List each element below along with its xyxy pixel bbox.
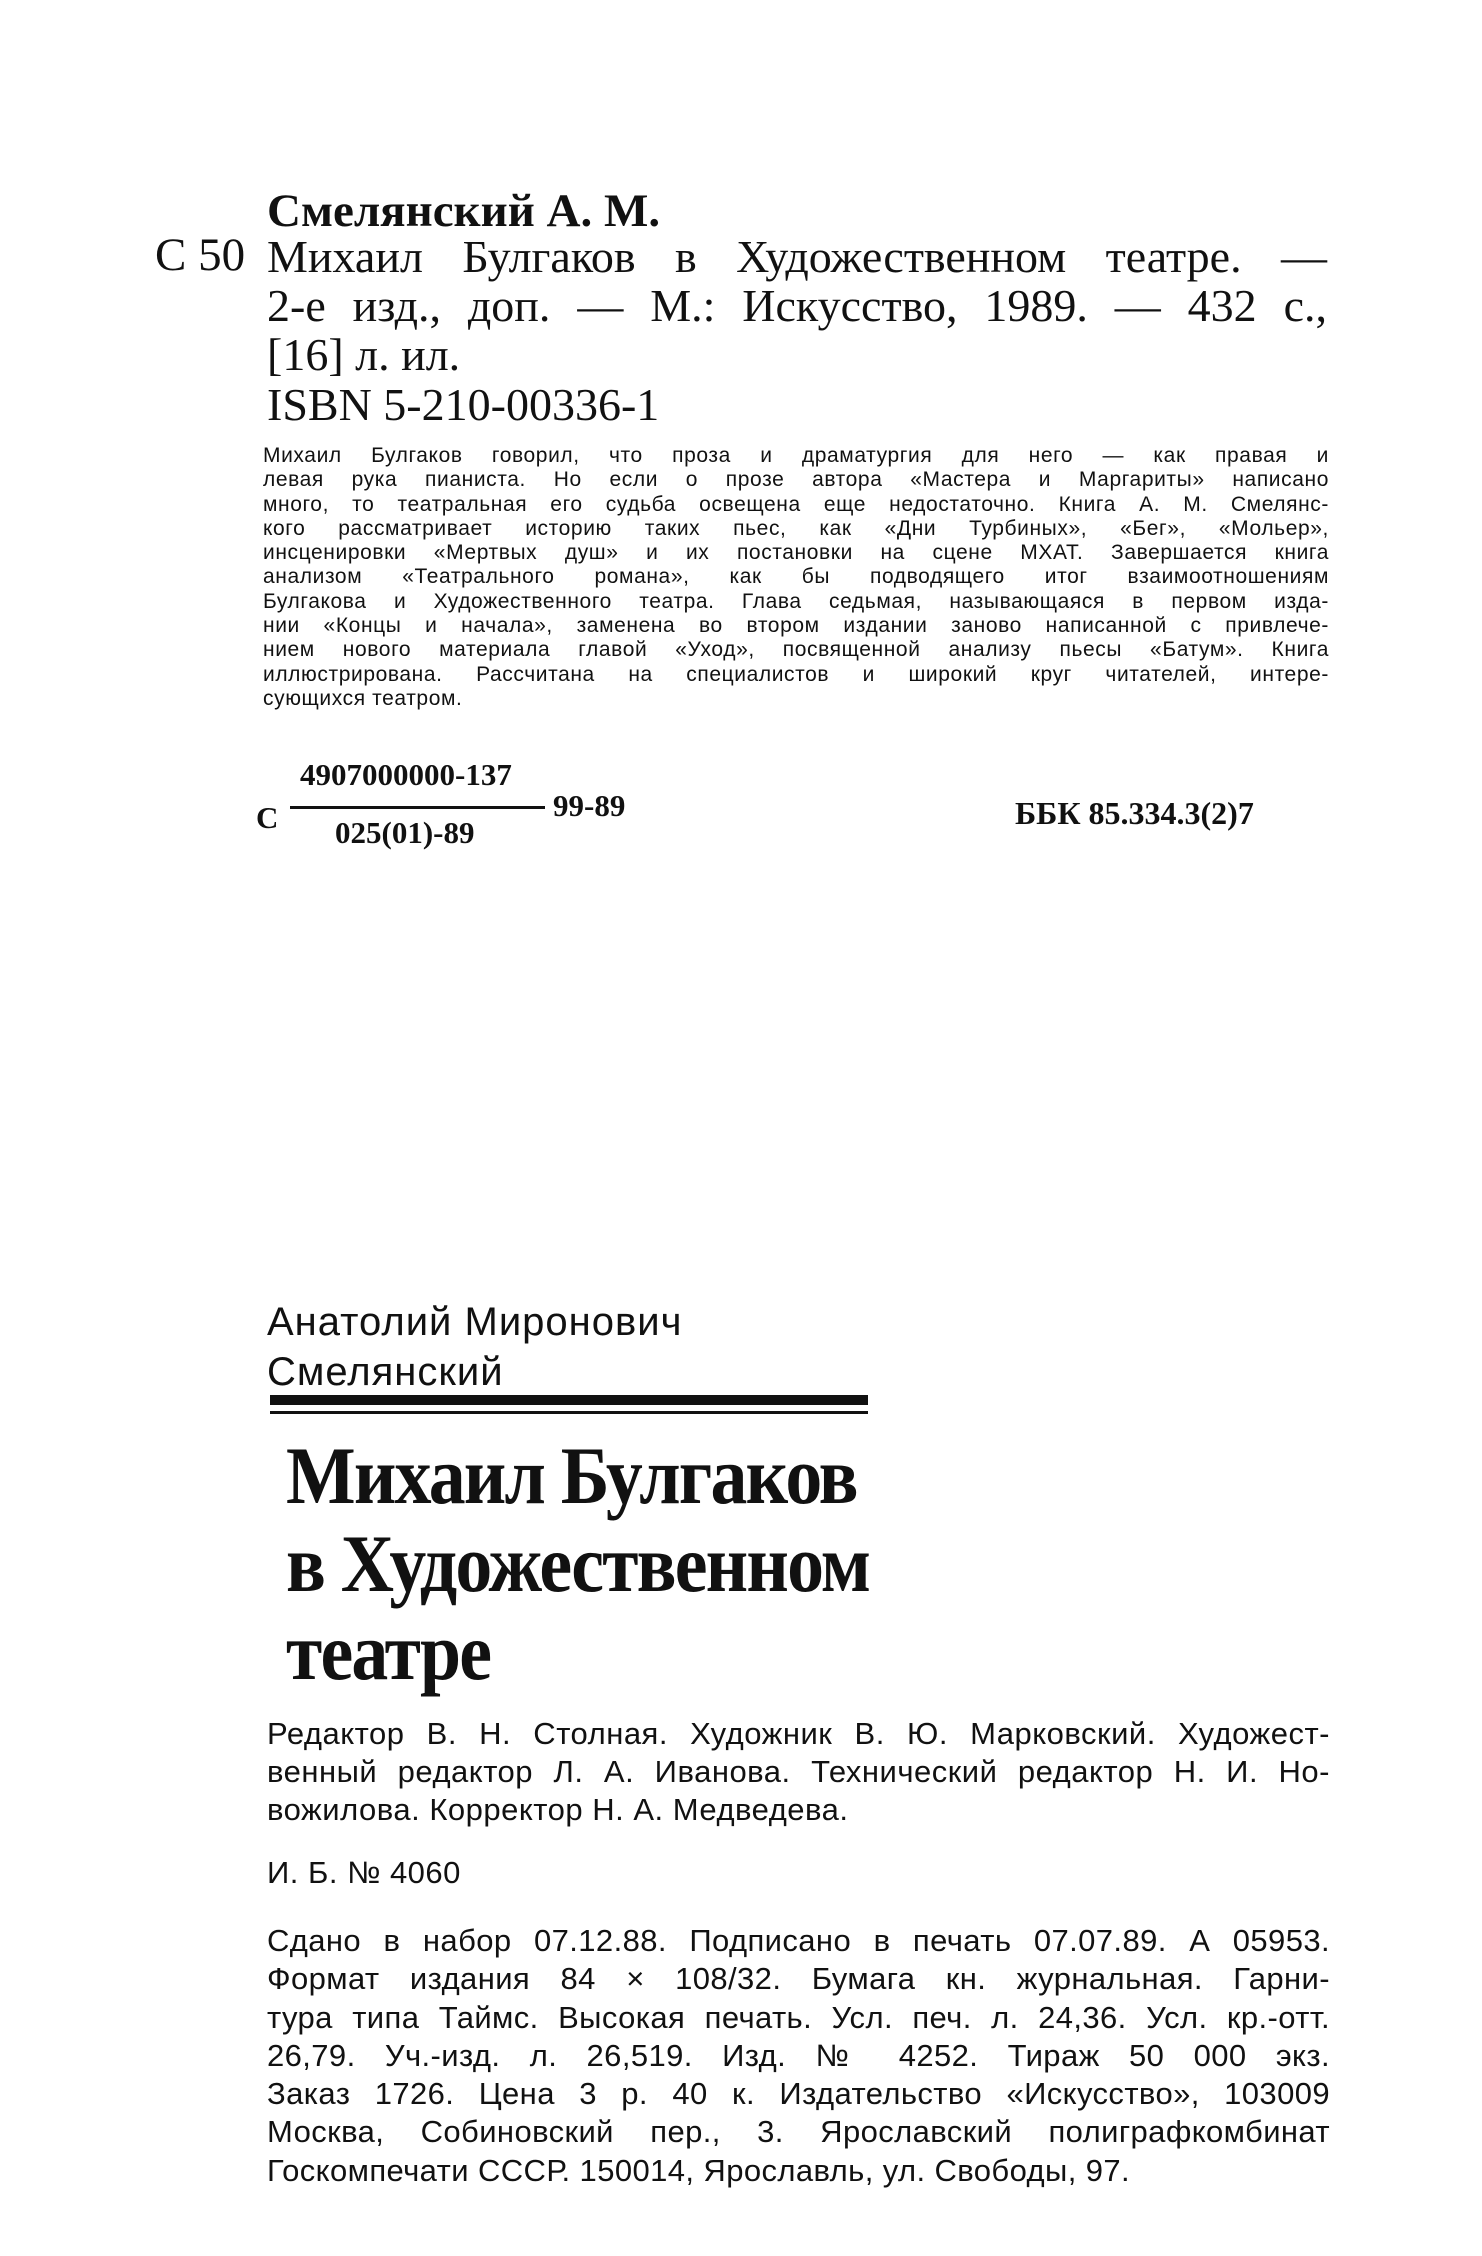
annotation-line: Булгакова и Художественного театра. Глава седьмая, называющаяся в первом изда-	[263, 589, 1329, 613]
book-title	[286, 1432, 869, 1696]
book-title-line: Михаил Булгаков	[286, 1430, 857, 1521]
author-full-name	[267, 1297, 682, 1397]
bib-line: [16] л. ил.	[267, 329, 461, 380]
annotation-line: кого рассматривает историю таких пьес, как «Дни Турбиных», «Бег», «Мольер»,	[263, 516, 1329, 540]
isbn: ISBN 5-210-00336-1	[267, 379, 660, 430]
annotation-line: нии «Концы и начала», заменена во втором издании заново написанной с привлече-	[263, 614, 1329, 638]
classification-letter: С	[256, 800, 279, 835]
imprint-line: Москва, Собиновский пер., 3. Ярославский полиграфкомбинат	[267, 2114, 1330, 2150]
classification-numerator: 4907000000-137	[300, 757, 512, 792]
bib-id-code: С 50	[155, 229, 246, 281]
book-title-line: в Художественном	[286, 1518, 870, 1609]
classification-fraction-line	[290, 806, 545, 809]
imprint-line: Заказ 1726. Цена 3 р. 40 к. Издательство «Искусство», 103009	[267, 2076, 1330, 2112]
bbk-code: ББК 85.334.3(2)7	[1015, 795, 1254, 831]
annotation-line: левая рука пианиста. Но если о прозе автора «Мастера и Маргариты» написано	[263, 468, 1329, 492]
staff-line: вожилова. Корректор Н. А. Медведева.	[267, 1792, 849, 1827]
annotation	[263, 444, 1329, 711]
author-surname: Смелянский	[267, 1350, 504, 1394]
imprint-line: Сдано в набор 07.12.88. Подписано в печать 07.07.89. А 05953.	[267, 1923, 1330, 1958]
staff-credits	[267, 1715, 1330, 1829]
annotation-line: много, то театральная его судьба освещена еще недостаточно. Книга А. М. Смелянс-	[263, 492, 1329, 516]
title-rule-thick	[270, 1395, 868, 1405]
annotation-line: анализом «Театрального романа», как бы подводящего итог взаимоотношениям	[263, 565, 1329, 589]
author-first-names: Анатолий Миронович	[267, 1300, 683, 1344]
classification-denominator: 025(01)-89	[335, 815, 475, 850]
imprint-line: Госкомпечати СССР. 150014, Ярославль, ул. Свободы, 97.	[267, 2152, 1131, 2188]
classification-suffix: 99-89	[553, 788, 626, 823]
staff-line: венный редактор Л. А. Иванова. Технический редактор Н. И. Но-	[267, 1754, 1330, 1789]
title-rule-thin	[270, 1411, 868, 1414]
book-title-line: театре	[286, 1606, 491, 1697]
bib-line: Михаил Булгаков в Художественном театре. —	[267, 231, 1327, 282]
annotation-line: инсценировки «Мертвых душ» и их постановки на сцене МХАТ. Завершается книга	[263, 541, 1329, 565]
staff-line: Редактор В. Н. Столная. Художник В. Ю. Марковский. Художест-	[267, 1716, 1330, 1751]
bib-description	[267, 232, 1327, 379]
annotation-line: сующихся театром.	[263, 686, 463, 710]
bib-author: Смелянский А. М.	[267, 185, 661, 237]
imprint-line: тура типа Таймс. Высокая печать. Усл. печ. л. 24,36. Усл. кр.-отт.	[267, 1999, 1330, 2035]
bib-line: 2-е изд., доп. — М.: Искусство, 1989. — 432 с.,	[267, 280, 1327, 331]
annotation-line: нием нового материала главой «Уход», посвященной анализу пьесы «Батум». Книга	[263, 638, 1329, 662]
imprint-line: Формат издания 84 × 108/32. Бумага кн. журнальная. Гарни-	[267, 1961, 1330, 1997]
imprint-line: 26,79. Уч.-изд. л. 26,519. Изд. № 4252. Тираж 50 000 экз.	[267, 2037, 1330, 2073]
ib-number: И. Б. № 4060	[267, 1855, 461, 1890]
imprint	[267, 1922, 1330, 2190]
annotation-line: иллюстрирована. Рассчитана на специалистов и широкий круг читателей, интере-	[263, 662, 1329, 686]
annotation-line: Михаил Булгаков говорил, что проза и драматургия для него — как правая и	[263, 444, 1329, 467]
